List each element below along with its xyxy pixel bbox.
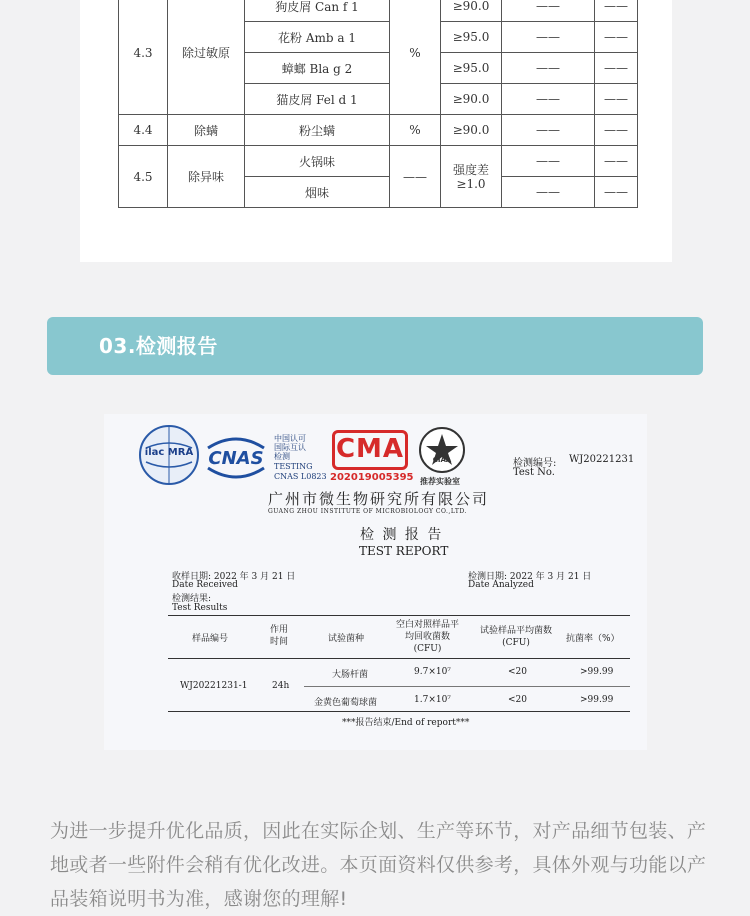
table-cell: ——	[502, 84, 595, 115]
cma-text: CMA	[335, 434, 405, 464]
table-cell: ≥90.0	[441, 115, 502, 146]
results-label-en: Test Results	[172, 603, 228, 613]
received-date: 收样日期: 2022 年 3 月 21 日	[172, 572, 296, 582]
disclaimer-text: 为进一步提升优化品质，因此在实际企划、生产等环节，对产品细节包装、产地或者一些附件会稍有优化改进。本页面资料仅供参考，具体外观与功能以产品装箱说明书为准，感谢您的理解!	[50, 820, 707, 910]
table-cell: ——	[502, 115, 595, 146]
table-cell: 除螨	[168, 115, 245, 146]
table-cell: ≥90.0	[441, 0, 502, 22]
blank-1: 9.7×10⁷	[414, 667, 451, 677]
spec-table	[118, 0, 638, 208]
table-cell: 狗皮屑 Can f 1	[245, 0, 390, 22]
sample-id: WJ20221231-1	[180, 681, 248, 691]
table-cell: 4.3	[119, 0, 168, 115]
table-cell: 猫皮屑 Fel d 1	[245, 84, 390, 115]
analyzed-date: 检测日期: 2022 年 3 月 21 日	[468, 572, 592, 582]
ciaa-label: 推荐实验室	[420, 477, 460, 486]
report-title-en: TEST REPORT	[359, 544, 449, 558]
table-row	[119, 0, 638, 22]
table-cell: 粉尘螨	[245, 115, 390, 146]
strain-1: 大肠杆菌	[332, 670, 369, 680]
table-cell: ——	[502, 177, 595, 208]
test-no-label: 检测编号:	[513, 458, 557, 469]
strain-2: 金黄色葡萄球菌	[314, 698, 378, 708]
test-1: <20	[508, 667, 527, 677]
test-no-value: WJ20221231	[569, 454, 635, 465]
table-cell: %	[390, 0, 441, 115]
cnas-logo	[204, 434, 268, 482]
table-row	[119, 146, 638, 177]
table-cell: %	[390, 115, 441, 146]
cma-number: 202019005395	[330, 472, 414, 483]
table-cell: 强度差 ≥1.0	[441, 146, 502, 208]
table-cell: ——	[502, 53, 595, 84]
table-cell: ——	[595, 115, 638, 146]
ciaa-text: CIAA	[432, 456, 452, 464]
table-cell: ≥95.0	[441, 22, 502, 53]
analyzed-label-en: Date Analyzed	[468, 580, 534, 590]
table-cell: 蟑螂 Bla g 2	[245, 53, 390, 84]
table-cell: 烟味	[245, 177, 390, 208]
ciaa-logo	[418, 426, 466, 474]
divider	[168, 658, 630, 659]
section-title: 03.检测报告	[99, 334, 218, 358]
table-cell: 4.5	[119, 146, 168, 208]
institute-name-en: GUANG ZHOU INSTITUTE OF MICROBIOLOGY CO.,LTD.	[268, 508, 467, 515]
test-report	[104, 414, 647, 750]
table-cell: ——	[502, 0, 595, 22]
ilac-text: ilac MRA	[144, 447, 194, 458]
test-no-label-en: Test No.	[513, 467, 555, 478]
header-strain: 试验菌种	[328, 634, 365, 644]
table-cell: ——	[595, 22, 638, 53]
rate-1: >99.99	[580, 667, 614, 677]
results-label: 检测结果:	[172, 594, 212, 604]
test-2: <20	[508, 695, 527, 705]
duration: 24h	[272, 681, 290, 691]
table-cell: ——	[595, 146, 638, 177]
accreditation-testing: TESTING	[274, 462, 313, 471]
table-cell: ——	[390, 146, 441, 208]
section-header	[47, 317, 703, 375]
received-label-en: Date Received	[172, 580, 238, 590]
accreditation-code: CNAS L0823	[274, 472, 327, 481]
header-test: 试验样品平均菌数 (CFU)	[480, 626, 553, 648]
table-cell: ——	[595, 84, 638, 115]
table-cell: 除异味	[168, 146, 245, 208]
table-cell: 火锅味	[245, 146, 390, 177]
header-blank: 空白对照样品平 均回收菌数 (CFU)	[396, 620, 460, 654]
spec-document	[80, 0, 672, 262]
rate-2: >99.99	[580, 695, 614, 705]
table-cell: ——	[595, 177, 638, 208]
institute-name: 广州市微生物研究所有限公司	[268, 490, 490, 508]
header-rate: 抗菌率（%）	[566, 634, 620, 644]
cnas-text: CNAS	[208, 448, 264, 469]
blank-2: 1.7×10⁷	[414, 695, 451, 705]
table-cell: 花粉 Amb a 1	[245, 22, 390, 53]
header-sample: 样品编号	[192, 634, 229, 644]
table-cell: ——	[502, 22, 595, 53]
report-title: 检 测 报 告	[360, 527, 444, 543]
table-cell: 4.4	[119, 115, 168, 146]
table-cell: ——	[595, 0, 638, 22]
cma-logo	[332, 430, 408, 470]
accreditation-text: 中国认可 国际互认 检测	[274, 434, 306, 461]
table-cell: ≥90.0	[441, 84, 502, 115]
table-cell: ≥95.0	[441, 53, 502, 84]
ilac-logo	[138, 424, 200, 486]
table-cell: ——	[595, 53, 638, 84]
divider	[168, 711, 630, 712]
divider	[304, 686, 630, 687]
end-of-report: ***报告结束/End of report***	[342, 718, 470, 728]
divider	[168, 615, 630, 616]
table-cell: 除过敏原	[168, 0, 245, 115]
table-cell: ——	[502, 146, 595, 177]
header-time: 作用 时间	[270, 625, 289, 647]
table-row	[119, 115, 638, 146]
